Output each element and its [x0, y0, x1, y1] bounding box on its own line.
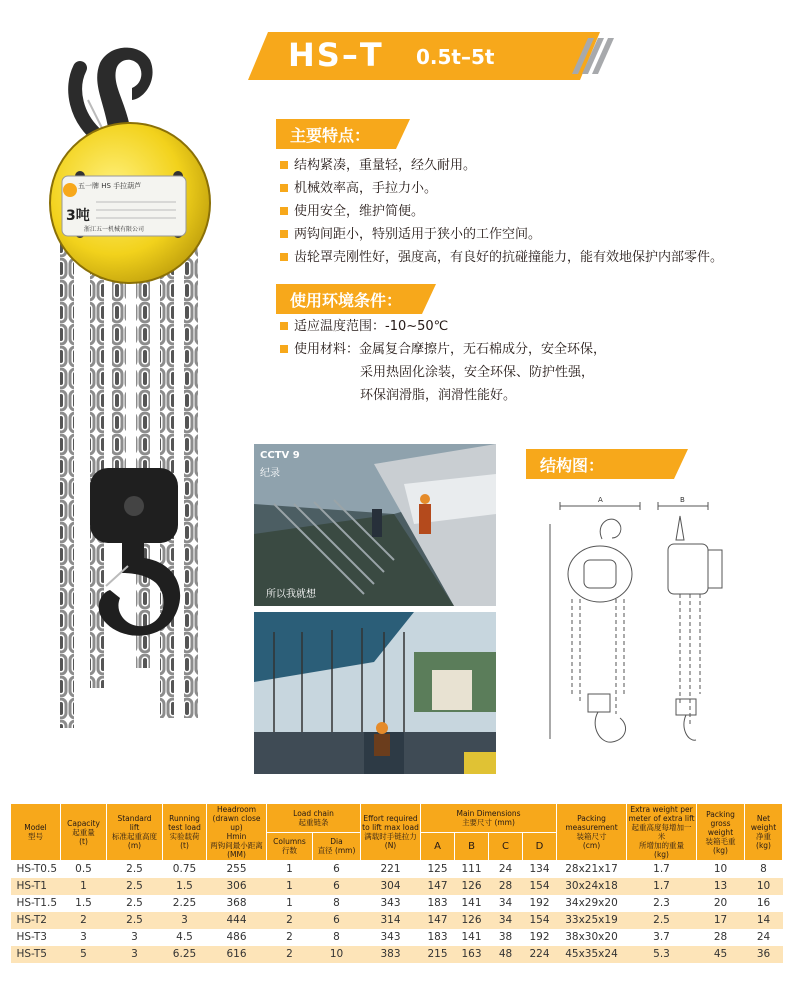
table-cell: 1 — [61, 878, 107, 895]
conditions-heading — [276, 284, 436, 314]
condition-continuation: 环保润滑脂，润滑性能好。 — [360, 388, 517, 403]
conditions-title: 使用环境条件： — [290, 291, 403, 310]
structure-title: 结构图： — [540, 456, 605, 475]
table-cell: 16 — [756, 897, 771, 909]
table-cell: 8 — [760, 863, 767, 876]
table-cell: 2 — [267, 946, 313, 963]
header-effort: Effort required to lift max load 满载时手链拉力 (N) — [361, 804, 421, 861]
table-cell: 4.5 — [176, 931, 193, 943]
table-cell: 1.7 — [653, 863, 670, 876]
table-cell: 255 — [226, 863, 247, 876]
table-cell: 343 — [380, 897, 401, 909]
header-dim-c: C — [489, 832, 523, 861]
table-cell: 368 — [226, 897, 247, 909]
spec-table-body — [11, 861, 783, 963]
header-headroom: Headroom (drawn close up) Hmin 两钩间最小距离 (MM) — [207, 804, 267, 861]
table-cell: 306 — [207, 878, 267, 895]
table-row — [11, 946, 783, 963]
table-cell: 10 — [745, 878, 783, 895]
table-cell: 20 — [713, 897, 728, 909]
model-cell: HS-T2 — [11, 912, 61, 929]
hoist-illustration — [40, 38, 215, 728]
table-cell: 1.7 — [627, 878, 697, 895]
table-cell: 2.5 — [107, 878, 163, 895]
table-cell: 34 — [498, 897, 513, 909]
product-model: HS–T — [288, 36, 384, 74]
table-cell: 0.5 — [75, 863, 92, 876]
table-cell: 28x21x17 — [565, 863, 618, 876]
table-cell: 2.5 — [126, 897, 143, 909]
table-cell: 33x25x19 — [557, 912, 627, 929]
table-cell: 2 — [286, 931, 293, 943]
table-cell: 6.25 — [163, 946, 207, 963]
table-cell: 147 — [421, 878, 455, 895]
feature-item: 机械效率高，手拉力小。 — [280, 177, 723, 200]
table-cell: 38x30x20 — [565, 931, 618, 943]
table-cell: 125 — [427, 863, 448, 876]
spec-table — [10, 803, 783, 963]
feature-item: 两钩间距小，特别适用于狭小的工作空间。 — [280, 223, 723, 246]
header-load-chain: Load chain 起重链条 — [267, 804, 361, 833]
header-capacity: Capacity 起重量 (t) — [61, 804, 107, 861]
table-cell: 343 — [380, 931, 401, 943]
photo-site-installation — [254, 612, 496, 774]
plate-rating: 3吨 — [66, 208, 90, 224]
table-cell: 3 — [131, 931, 138, 943]
conditions-list — [280, 315, 606, 407]
header-model: Model 型号 — [11, 804, 61, 861]
features-list — [280, 154, 723, 269]
table-cell: 24 — [756, 931, 771, 943]
table-cell: 36 — [745, 946, 783, 963]
table-cell: 24 — [498, 863, 513, 876]
condition-item: 使用材料：金属复合摩擦片，无石棉成分，安全环保， — [280, 338, 606, 361]
table-cell: 1 — [286, 897, 293, 909]
table-cell: 2.25 — [172, 897, 197, 909]
table-cell: 486 — [226, 931, 247, 943]
condition-continuation: 采用热固化涂装，安全环保、防护性强， — [360, 365, 595, 380]
header-extra-weight: Extra weight per meter of extra lift 起重高度每增加一米 所增加的重量 (kg) — [628, 805, 695, 859]
table-cell: 5.3 — [627, 946, 697, 963]
header-gross-weight: Packing gross weight 装箱毛重 (kg) — [697, 804, 745, 861]
table-cell: 134 — [529, 863, 550, 876]
table-cell: 6 — [313, 878, 361, 895]
table-cell: 616 — [207, 946, 267, 963]
table-cell: 3 — [80, 931, 87, 943]
table-cell: 154 — [523, 878, 557, 895]
table-cell: 111 — [461, 863, 482, 876]
table-cell: 8 — [333, 931, 340, 943]
table-cell: 34 — [489, 912, 523, 929]
table-cell: 2.5 — [107, 912, 163, 929]
photo-bridge-workers — [254, 444, 496, 606]
model-cell: HS-T5 — [11, 946, 61, 963]
plate-company: 浙江五一机械有限公司 — [84, 226, 145, 233]
table-cell: 38 — [498, 931, 513, 943]
table-row — [11, 878, 783, 895]
header-columns: Columns 行数 — [267, 832, 313, 861]
table-cell: 224 — [523, 946, 557, 963]
table-cell: 5 — [61, 946, 107, 963]
feature-item: 齿轮罩壳刚性好，强度高，有良好的抗碰撞能力，能有效地保护内部零件。 — [280, 246, 723, 269]
table-cell: 221 — [380, 863, 401, 876]
table-row — [11, 912, 783, 929]
table-cell: 183 — [427, 897, 448, 909]
features-title: 主要特点： — [290, 126, 371, 145]
table-cell: 14 — [745, 912, 783, 929]
model-cell: HS-T0.5 — [16, 863, 57, 876]
tv-logo-sub: 纪录 — [260, 468, 280, 479]
table-cell: 215 — [421, 946, 455, 963]
structure-diagram — [540, 494, 740, 754]
table-cell: 141 — [461, 931, 482, 943]
structure-heading — [526, 449, 688, 479]
dim-label-b: B — [680, 496, 685, 504]
table-cell: 48 — [489, 946, 523, 963]
model-cell: HS-T1 — [11, 878, 61, 895]
table-cell: 1.5 — [163, 878, 207, 895]
header-dim-d: D — [523, 832, 557, 861]
model-cell: HS-T1.5 — [16, 897, 57, 909]
table-cell: 13 — [697, 878, 745, 895]
table-cell: 8 — [333, 897, 340, 909]
table-cell: 0.75 — [172, 863, 197, 876]
condition-item: 适应温度范围：-10~50℃ — [280, 315, 606, 338]
table-cell: 34x29x20 — [565, 897, 618, 909]
table-cell: 2.5 — [627, 912, 697, 929]
table-cell: 6 — [333, 863, 340, 876]
table-cell: 1 — [267, 878, 313, 895]
table-cell: 3 — [163, 912, 207, 929]
dim-label-a: A — [598, 496, 603, 504]
video-caption: 所以我就想 — [266, 589, 316, 600]
table-cell: 30x24x18 — [557, 878, 627, 895]
header-lift: Standard lift 标准起重高度 (m) — [107, 804, 163, 861]
header-net-weight: Net weight 净重 (kg) — [745, 804, 783, 861]
table-row — [11, 861, 783, 878]
header-dia: Dia 直径 (mm) — [313, 832, 361, 861]
header-packing: Packing measurement 装箱尺寸 (cm) — [557, 804, 627, 861]
model-cell: HS-T3 — [16, 931, 47, 943]
header-dimensions: Main Dimensions 主要尺寸 (mm) — [421, 804, 557, 833]
table-cell: 1 — [286, 863, 293, 876]
table-cell: 3 — [107, 946, 163, 963]
feature-item: 使用安全，维护简便。 — [280, 200, 723, 223]
table-cell: 154 — [523, 912, 557, 929]
table-cell: 10 — [313, 946, 361, 963]
table-cell: 383 — [361, 946, 421, 963]
header-dim-a: A — [421, 832, 455, 861]
table-cell: 2 — [61, 912, 107, 929]
table-cell: 28 — [489, 878, 523, 895]
table-cell: 147 — [421, 912, 455, 929]
table-cell: 2.3 — [653, 897, 670, 909]
title-banner — [248, 32, 620, 80]
table-cell: 1.5 — [75, 897, 92, 909]
tv-logo: CCTV 9 — [260, 450, 300, 461]
table-cell: 45x35x24 — [557, 946, 627, 963]
header-test-load: Running test load 实验载荷 (t) — [163, 804, 207, 861]
table-cell: 45 — [697, 946, 745, 963]
header-dim-b: B — [455, 832, 489, 861]
table-row — [11, 929, 783, 946]
table-cell: 314 — [361, 912, 421, 929]
table-cell: 3.7 — [653, 931, 670, 943]
table-cell: 2.5 — [126, 863, 143, 876]
table-cell: 2 — [267, 912, 313, 929]
feature-item: 结构紧凑，重量轻，经久耐用。 — [280, 154, 723, 177]
table-cell: 126 — [455, 878, 489, 895]
table-cell: 28 — [713, 931, 728, 943]
table-cell: 126 — [455, 912, 489, 929]
table-cell: 192 — [529, 931, 550, 943]
table-cell: 10 — [713, 863, 728, 876]
features-heading — [276, 119, 410, 149]
capacity-range: 0.5t–5t — [416, 45, 495, 69]
table-cell: 304 — [361, 878, 421, 895]
table-cell: 141 — [461, 897, 482, 909]
table-row — [11, 895, 783, 912]
plate-brand: 五一牌 HS 手拉葫芦 — [78, 182, 142, 190]
table-cell: 192 — [529, 897, 550, 909]
table-cell: 183 — [427, 931, 448, 943]
table-cell: 444 — [207, 912, 267, 929]
table-cell: 17 — [697, 912, 745, 929]
table-cell: 6 — [313, 912, 361, 929]
table-cell: 163 — [455, 946, 489, 963]
